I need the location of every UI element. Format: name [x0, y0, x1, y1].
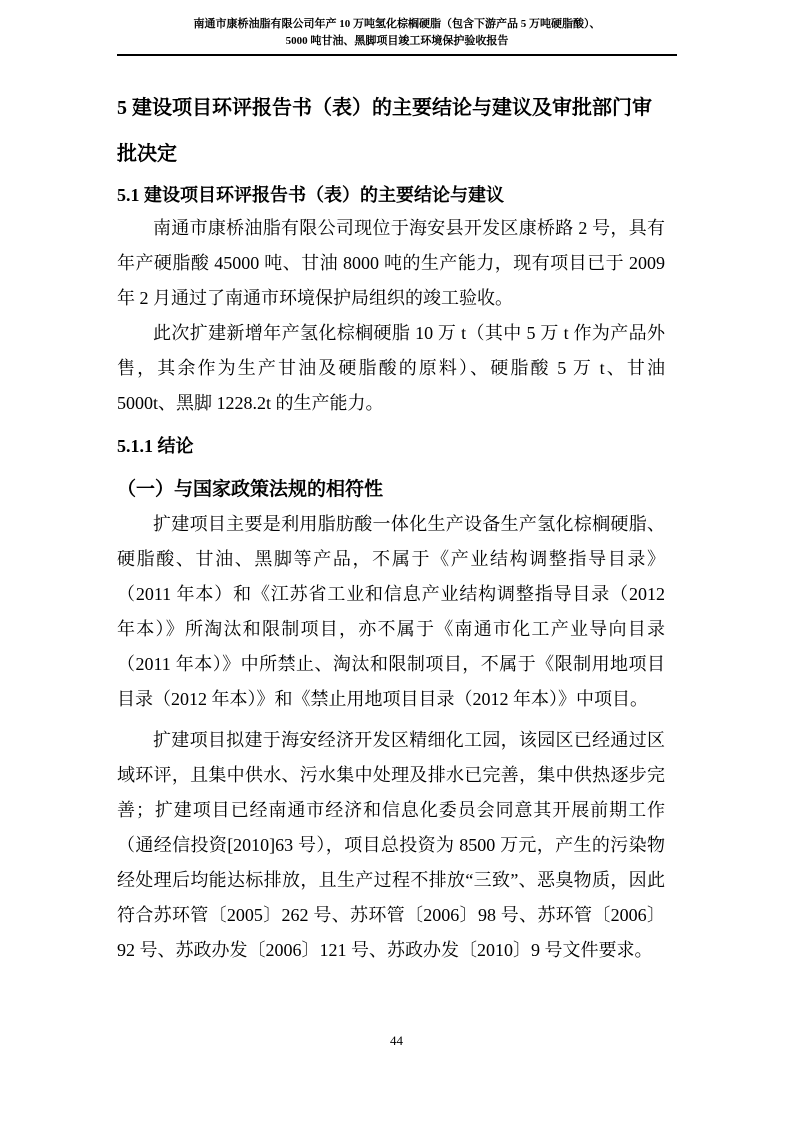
paragraph-park-approval: 扩建项目拟建于海安经济开发区精细化工园，该园区已经通过区域环评，且集中供水、污水集中处理及排水已完善，集中供热逐步完善；扩建项目已经南通市经济和信息化委员会同意其开展前期工作（通经信投资[2010]63 号），项目总投资为 8500 万元，产生的污染物经处理后均能达标排放，且生产过程不排放“三致”、恶臭物质，因此符合苏环管〔2005〕262 号、苏环管〔2006〕98 号、苏环管〔2006〕92 号、苏政办发〔2006〕121 号、苏政办发〔2010〕9 号文件要求。: [117, 730, 665, 960]
page-header: [117, 16, 677, 56]
item-heading-policy-compliance: （一）与国家政策法规的相符性: [117, 479, 384, 500]
chapter-title: 5 建设项目环评报告书（表）的主要结论与建议及审批部门审批决定: [117, 97, 652, 165]
subsection-title: 5.1.1 结论: [117, 436, 194, 456]
document-body: [117, 85, 665, 968]
paragraph-company-overview: 南通市康桥油脂有限公司现位于海安县开发区康桥路 2 号，具有年产硬脂酸 45000 吨、甘油 8000 吨的生产能力，现有项目已于 2009 年 2 月通过了南通市环境保护局组织的竣工验收。: [117, 218, 665, 308]
header-title-line2: 5000 吨甘油、黑脚项目竣工环境保护验收报告: [285, 35, 509, 47]
page-number: 44: [390, 1033, 403, 1048]
header-title-line1: 南通市康桥油脂有限公司年产 10 万吨氢化棕榈硬脂（包含下游产品 5 万吨硬脂酸）、: [193, 18, 601, 30]
paragraph-policy-catalogs: 扩建项目主要是利用脂肪酸一体化生产设备生产氢化棕榈硬脂、硬脂酸、甘油、黑脚等产品，不属于《产业结构调整指导目录》（2011 年本）和《江苏省工业和信息产业结构调整指导目录（2012 年本）》所淘汰和限制项目，亦不属于《南通市化工产业导向目录（2011 年本）》中所禁止、淘汰和限制项目，不属于《限制用地项目目录（2012 年本）》和《禁止用地项目目录（2012 年本）》中项目。: [117, 514, 665, 709]
paragraph-expansion-capacity: 此次扩建新增年产氢化棕榈硬脂 10 万 t（其中 5 万 t 作为产品外售，其余作为生产甘油及硬脂酸的原料）、硬脂酸 5 万 t、甘油 5000t、黑脚 1228.2t 的生产能力。: [117, 323, 665, 413]
section-title: 5.1 建设项目环评报告书（表）的主要结论与建议: [117, 185, 504, 205]
page-footer: [0, 1032, 793, 1050]
